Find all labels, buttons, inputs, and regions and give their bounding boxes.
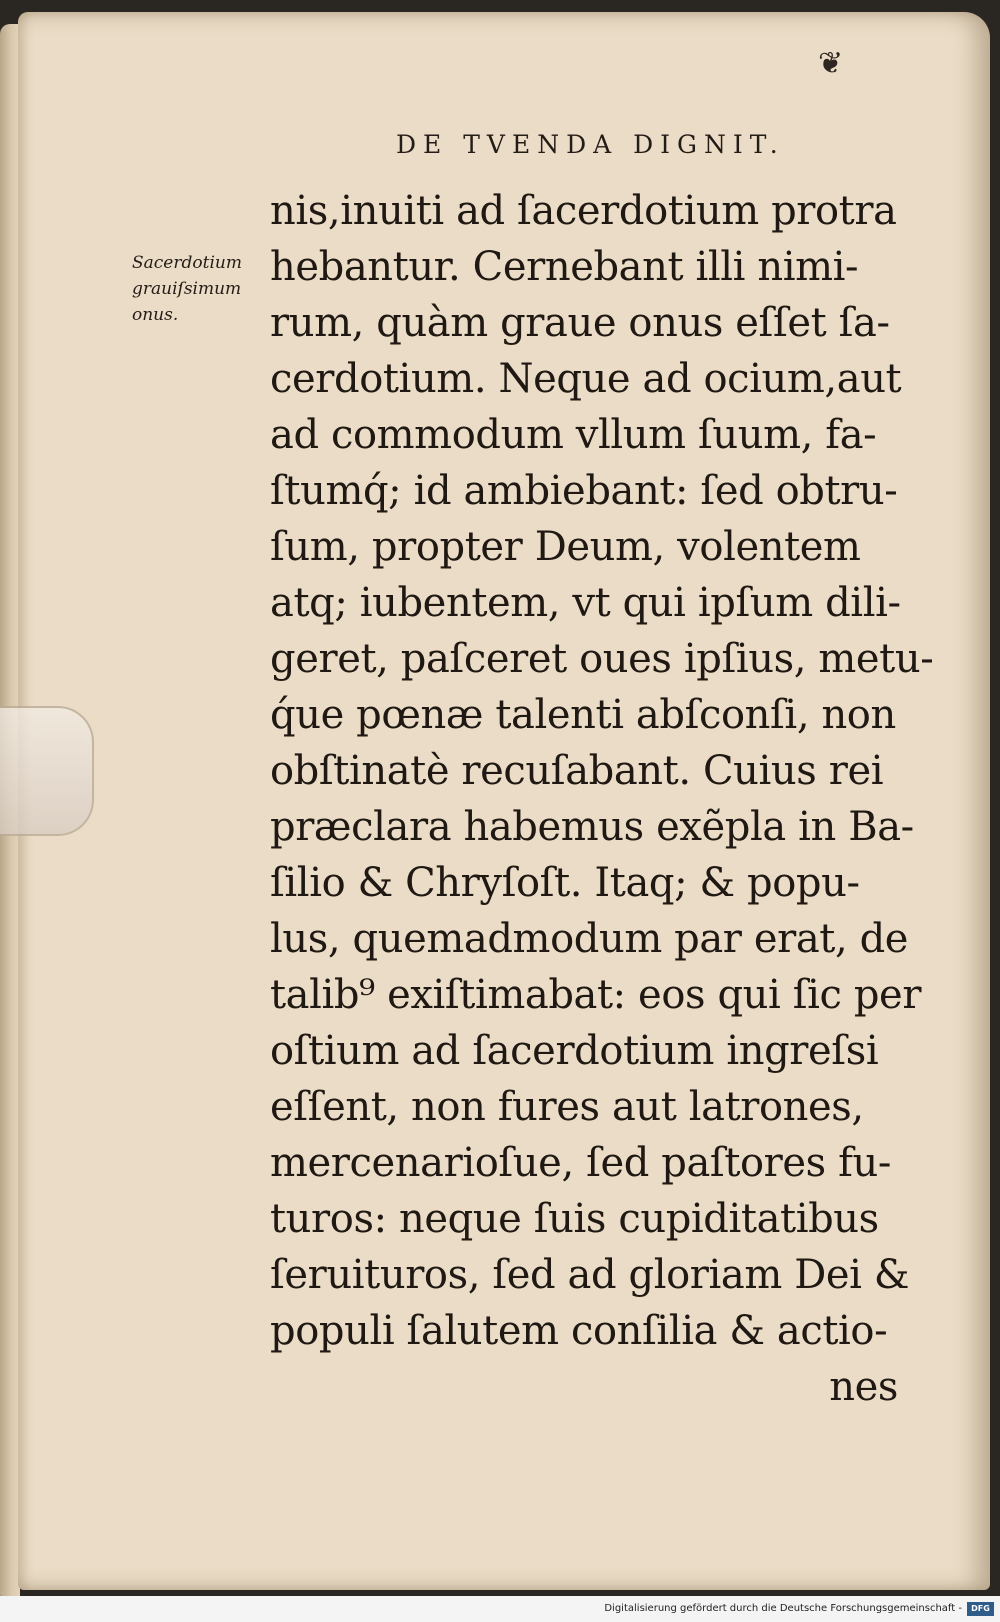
- text-line: rum, quàm graue onus eſſet ſa-: [270, 300, 890, 346]
- text-line: ſilio & Chryſoſt. Itaq; & popu-: [270, 860, 860, 906]
- running-head: DE TVENDA DIGNIT.: [396, 130, 785, 159]
- dfg-logo: DFG: [967, 1602, 994, 1616]
- margin-note-line: Sacerdotium: [132, 253, 242, 273]
- text-line: ſum, propter Deum, volentem: [270, 524, 861, 570]
- catchword: nes: [829, 1364, 898, 1410]
- text-line: q́ue pœnæ talenti abſconſi, non: [270, 692, 896, 738]
- margin-note-line: onus.: [132, 305, 179, 325]
- text-line: geret, paſceret oues ipſius, metu-: [270, 636, 934, 682]
- main-text: [270, 183, 934, 1415]
- text-line: ad commodum vllum ſuum, fa-: [270, 412, 877, 458]
- text-line: talib⁹ exiſtimabat: eos qui ſic per: [270, 972, 922, 1018]
- margin-note: [132, 250, 282, 328]
- text-line: nis,inuiti ad ſacerdotium protra: [270, 188, 897, 234]
- text-line: oſtium ad ſacerdotium ingreſsi: [270, 1028, 879, 1074]
- text-line: obſtinatè recuſabant. Cuius rei: [270, 748, 884, 794]
- footer-credit: Digitalisierung gefördert durch die Deutsche Forschungsgemeinschaft -: [604, 1603, 962, 1614]
- margin-note-line: grauiſsimum: [132, 279, 242, 299]
- text-line: mercenarioſue, ſed paſtores fu-: [270, 1140, 891, 1186]
- footer-bar: [0, 1596, 1000, 1622]
- page-clip: [0, 706, 94, 836]
- text-line: turos: neque ſuis cupiditatibus: [270, 1196, 879, 1242]
- text-line: eſſent, non fures aut latrones,: [270, 1084, 864, 1130]
- text-line: hebantur. Cernebant illi nimi-: [270, 244, 859, 290]
- text-line: ſtumq́; id ambiebant: ſed obtru-: [270, 468, 898, 514]
- text-line: ſeruituros, ſed ad gloriam Dei &: [270, 1252, 910, 1298]
- ornament-icon: ❦: [818, 46, 844, 81]
- text-line: atq; iubentem, vt qui ipſum dili-: [270, 580, 901, 626]
- text-line: populi ſalutem conſilia & actio-: [270, 1308, 888, 1354]
- text-line: præclara habemus exẽpla in Ba-: [270, 804, 914, 850]
- text-line: cerdotium. Neque ad ocium,aut: [270, 356, 902, 402]
- text-line: lus, quemadmodum par erat, de: [270, 916, 909, 962]
